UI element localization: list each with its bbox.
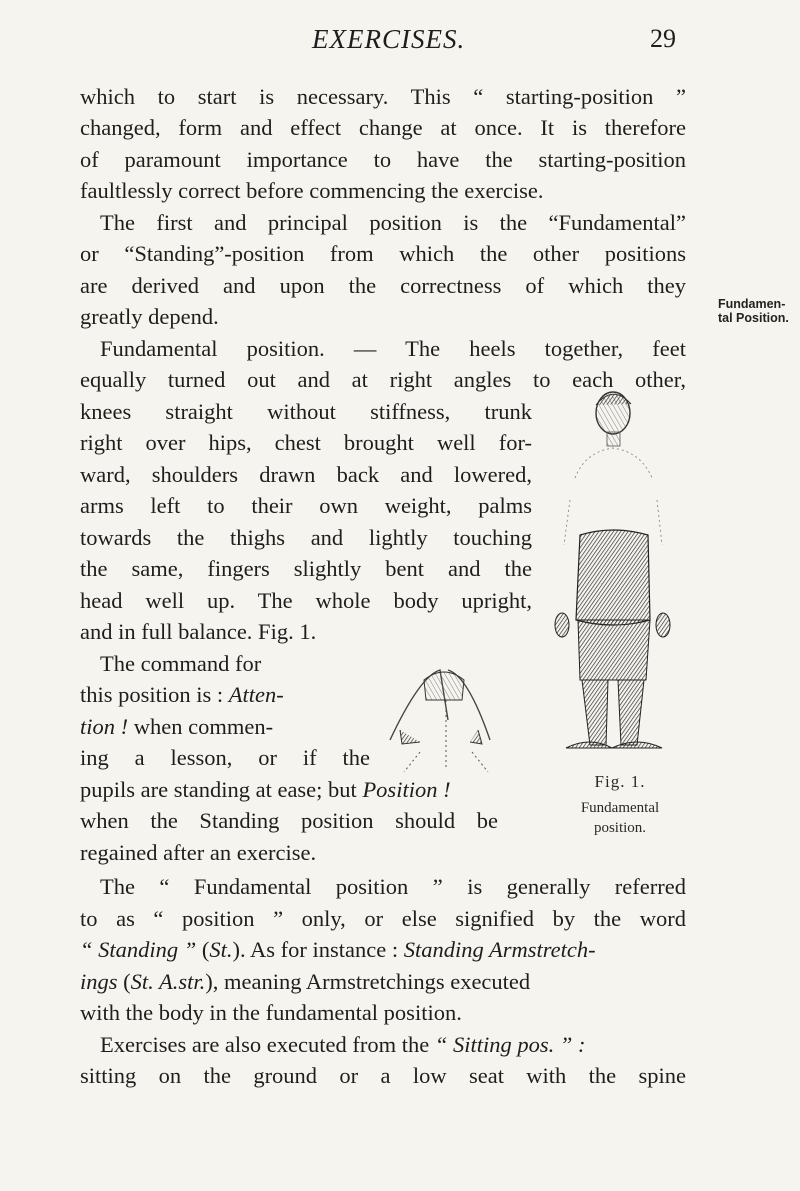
page-number: 29 <box>650 24 676 53</box>
text-line: regained after an exercise. <box>80 840 317 865</box>
text-run: ), meaning Armstretchings executed <box>205 969 531 994</box>
text-line: of paramount importance to have the starting-position <box>80 147 686 172</box>
text-run: this position is : <box>80 682 229 707</box>
text-line: arms left to their own weight, palms <box>80 493 532 518</box>
text-line: the same, fingers slightly bent and the <box>80 556 532 581</box>
text-run: Standing Armstretch- <box>403 937 596 962</box>
text-line: when the Standing position should be <box>80 808 498 833</box>
running-head: EXERCISES. <box>312 24 466 54</box>
text-line: equally turned out and at right angles to each other, <box>80 367 686 392</box>
text-line: are derived and upon the correctness of which they <box>80 273 686 298</box>
text-line: The command for <box>100 651 262 676</box>
standing-figure <box>555 392 670 748</box>
text-run: ). As for instance : <box>232 937 404 962</box>
text-line: head well up. The whole body upright, <box>80 588 532 613</box>
text-line: or “Standing”-position from which the other positions <box>80 241 686 266</box>
text-run: St. A.str. <box>130 969 206 994</box>
text-line: The “ Fundamental position ” is generally referred <box>100 874 686 899</box>
arm-sketch <box>390 670 490 772</box>
text-line: faultlessly correct before commencing the exercise. <box>80 178 544 203</box>
text-line: changed, form and effect change at once. It is therefore <box>80 115 686 140</box>
figure-caption <box>540 798 700 838</box>
text-run: Exercises are also executed from the <box>100 1032 435 1057</box>
text-run: ( <box>196 937 210 962</box>
text-run: St. <box>209 937 233 962</box>
text-line: The first and principal position is the “Fundamental” <box>100 210 686 235</box>
sidenote-line: Fundamen- <box>718 297 786 311</box>
text-line: right over hips, chest brought well for- <box>80 430 532 455</box>
text-run: “ Standing ” <box>80 937 197 962</box>
text-line: to as “ position ” only, or else signified by the word <box>80 906 686 931</box>
text-line: knees straight without stiffness, trunk <box>80 399 532 424</box>
text-line: ward, shoulders drawn back and lowered, <box>80 462 532 487</box>
text-run: “ Sitting pos. ” : <box>434 1032 586 1057</box>
text-line: and in full balance. Fig. 1. <box>80 619 317 644</box>
text-run: Position ! <box>362 777 451 802</box>
caption-line: position. <box>593 820 647 836</box>
text-line: Fundamental position. — The heels together, feet <box>100 336 686 361</box>
text-run: ings <box>80 969 118 994</box>
text-run: when commen- <box>128 714 274 739</box>
text-line: sitting on the ground or a low seat with the spine <box>80 1063 686 1088</box>
text-line: ing a lesson, or if the <box>80 745 370 770</box>
text-line: with the body in the fundamental position. <box>80 1000 462 1025</box>
text-run: tion ! <box>80 714 129 739</box>
caption-line: Fundamental <box>580 800 660 816</box>
text-run: ( <box>117 969 131 994</box>
text-line: which to start is necessary. This “ starting-position ” <box>80 84 686 109</box>
text-line: greatly depend. <box>80 304 219 329</box>
text-run: pupils are standing at ease; but <box>80 777 363 802</box>
text-line: towards the thighs and lightly touching <box>80 525 532 550</box>
figure-label: Fig. 1. <box>594 772 646 791</box>
sidenote-line: tal Position. <box>718 311 789 325</box>
text-run: Atten- <box>228 682 284 707</box>
